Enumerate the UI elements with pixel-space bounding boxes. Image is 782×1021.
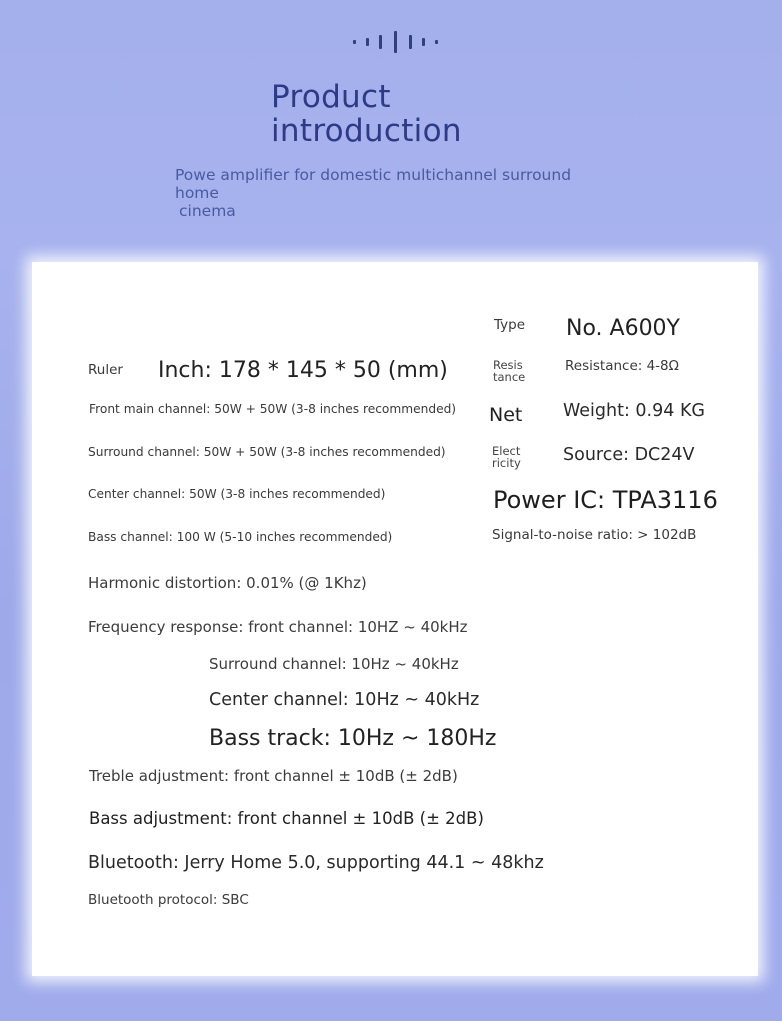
- electricity-label-line-1: Elect: [492, 444, 521, 458]
- title-line-2: introduction: [271, 113, 462, 149]
- electricity-label: [492, 445, 521, 469]
- source-value: Source: DC24V: [563, 445, 695, 465]
- harmonic-distortion: Harmonic distortion: 0.01% (@ 1Khz): [88, 574, 367, 592]
- electricity-label-line-2: ricity: [492, 456, 521, 470]
- spec-card: [32, 262, 758, 976]
- center-channel: Center channel: 50W (3-8 inches recommended): [88, 487, 386, 501]
- weight-value: Weight: 0.94 KG: [563, 401, 705, 421]
- bass-adjustment: Bass adjustment: front channel ± 10dB (± 2dB): [89, 809, 484, 828]
- type-value: No. A600Y: [566, 316, 680, 341]
- frequency-response-surround: Surround channel: 10Hz ~ 40kHz: [209, 655, 459, 673]
- sound-wave-icon: [353, 31, 439, 53]
- frequency-response-center: Center channel: 10Hz ~ 40kHz: [209, 690, 480, 710]
- net-label: Net: [489, 404, 523, 426]
- subtitle-line-2: cinema: [179, 202, 236, 220]
- treble-adjustment: Treble adjustment: front channel ± 10dB (± 2dB): [89, 767, 458, 785]
- frequency-response-front: Frequency response: front channel: 10HZ ~ 40kHz: [88, 618, 468, 636]
- ruler-label: Ruler: [88, 362, 123, 378]
- front-main-channel: Front main channel: 50W + 50W (3-8 inches recommended): [89, 402, 457, 416]
- title-line-1: Product: [271, 79, 391, 115]
- bass-channel: Bass channel: 100 W (5-10 inches recommended): [88, 530, 393, 544]
- surround-channel: Surround channel: 50W + 50W (3-8 inches recommended): [88, 445, 446, 459]
- subtitle-line-1: Powe amplifier for domestic multichannel surround home: [175, 166, 572, 202]
- bluetooth-version: Bluetooth: Jerry Home 5.0, supporting 44.1 ~ 48khz: [88, 853, 544, 873]
- bluetooth-protocol: Bluetooth protocol: SBC: [88, 892, 249, 908]
- power-ic: Power IC: TPA3116: [493, 486, 718, 514]
- frequency-response-bass: Bass track: 10Hz ~ 180Hz: [209, 726, 497, 751]
- snr-value: Signal-to-noise ratio: > 102dB: [492, 527, 697, 543]
- subtitle: [175, 166, 615, 220]
- resistance-value: Resistance: 4-8Ω: [565, 358, 679, 374]
- resistance-label: [493, 359, 525, 383]
- resistance-label-line-1: Resis: [493, 358, 523, 372]
- type-label: Type: [494, 317, 526, 333]
- ruler-value: Inch: 178 * 145 * 50 (mm): [158, 358, 448, 383]
- page-title: [271, 80, 462, 148]
- resistance-label-line-2: tance: [493, 370, 526, 384]
